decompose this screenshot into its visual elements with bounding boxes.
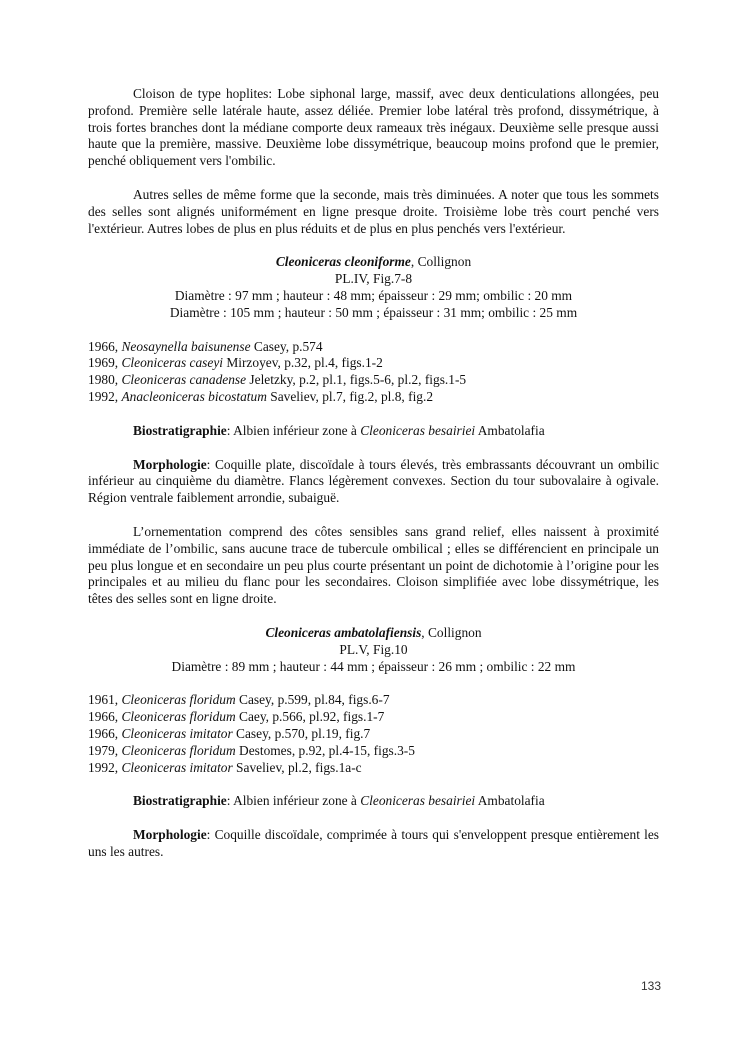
- synonymy-item: 1966, Cleoniceras floridum Caey, p.566, pl.92, figs.1-7: [88, 709, 385, 725]
- species-author: , Collignon: [421, 624, 482, 640]
- morphology-paragraph: Morphologie: Coquille discoïdale, comprimée à tours qui s'enveloppent presque entièrement les uns les autres.: [88, 827, 659, 859]
- morphology-paragraph: Morphologie: Coquille plate, discoïdale à tours élevés, très embrassants découvrant un ombilic inférieur au cinquième du diamètre. Flancs légèrement convexes. Section du tour subovalaire à ogivale. Région ventrale faiblement arrondie, subaiguë.: [88, 456, 659, 506]
- synonymy-item: 1966, Neosaynella baisunense Casey, p.574: [88, 338, 323, 354]
- species-author: , Collignon: [410, 254, 472, 270]
- species-name: Cleoniceras cleoniforme: [275, 254, 411, 270]
- biostratigraphy-paragraph: Biostratigraphie: Albien inférieur zone à Cleoniceras besairiei Ambatolafia: [133, 793, 545, 809]
- plate-ref: PL.V, Fig.10: [339, 641, 408, 657]
- page-body: [88, 86, 659, 861]
- species-name: Cleoniceras ambatolafiensis: [265, 624, 422, 640]
- synonymy-item: 1969, Cleoniceras caseyi Mirzoyev, p.32, pl.4, figs.1-2: [88, 355, 383, 371]
- dimensions-line: Diamètre : 89 mm ; hauteur : 44 mm ; épaisseur : 26 mm ; ombilic : 22 mm: [171, 658, 576, 674]
- species-heading: [88, 254, 659, 271]
- synonymy-item: 1980, Cleoniceras canadense Jeletzky, p.2, pl.1, figs.5-6, pl.2, figs.1-5: [88, 372, 467, 388]
- synonymy-item: 1979, Cleoniceras floridum Destomes, p.92, pl.4-15, figs.3-5: [88, 742, 415, 758]
- synonymy-list: [88, 692, 659, 776]
- biostratigraphy-paragraph: Biostratigraphie: Albien inférieur zone à Cleoniceras besairiei Ambatolafia: [133, 422, 545, 438]
- paragraph-suture: Cloison de type hoplites: Lobe siphonal large, massif, avec deux denticulations allongées, peu profond. Première selle latérale haute, assez déliée. Premier lobe latéral très profond, dissymétrique, à trois fortes branches dont la médiane comporte deux rameaux très inégaux. Deuxième selle presque aussi haute que la première, massive. Deuxième lobe dissymétrique, beaucoup moins profond que le premier, penché obliquement vers l'ombilic.: [88, 86, 659, 169]
- species-heading: [88, 625, 659, 642]
- dimensions-line: Diamètre : 105 mm ; hauteur : 50 mm ; épaisseur : 31 mm; ombilic : 25 mm: [169, 304, 578, 320]
- synonymy-list: [88, 339, 659, 406]
- plate-ref: PL.IV, Fig.7-8: [334, 271, 413, 287]
- ornamentation-paragraph: L’ornementation comprend des côtes sensibles sans grand relief, elles naissent à proximité immédiate de l’ombilic, sans aucune trace de tubercule ombilical ; elles se différencient en principale un peu plus longue et en secondaire un peu plus courte présentant un point de dichotomie à l’origine pour les principales et au milieu du flanc pour les secondaires. Cloison simplifiée avec lobe dissymétrique, les têtes des selles sont en ligne droite.: [88, 523, 659, 607]
- paragraph-saddles: Autres selles de même forme que la seconde, mais très diminuées. A noter que tous les sommets des selles sont alignés uniformément en ligne presque droite. Troisième lobe très court penché vers l'extérieur. Autres lobes de plus en plus réduits et de plus en plus penchés vers l'extérieur.: [88, 186, 659, 236]
- page-number: 133: [641, 979, 662, 993]
- synonymy-item: 1992, Anacleoniceras bicostatum Saveliev, pl.7, fig.2, pl.8, fig.2: [88, 388, 434, 404]
- synonymy-item: 1992, Cleoniceras imitator Saveliev, pl.2, figs.1a-c: [88, 759, 362, 775]
- synonymy-item: 1961, Cleoniceras floridum Casey, p.599, pl.84, figs.6-7: [88, 692, 390, 708]
- synonymy-item: 1966, Cleoniceras imitator Casey, p.570, pl.19, fig.7: [88, 725, 371, 741]
- dimensions-line: Diamètre : 97 mm ; hauteur : 48 mm; épaisseur : 29 mm; ombilic : 20 mm: [174, 287, 573, 303]
